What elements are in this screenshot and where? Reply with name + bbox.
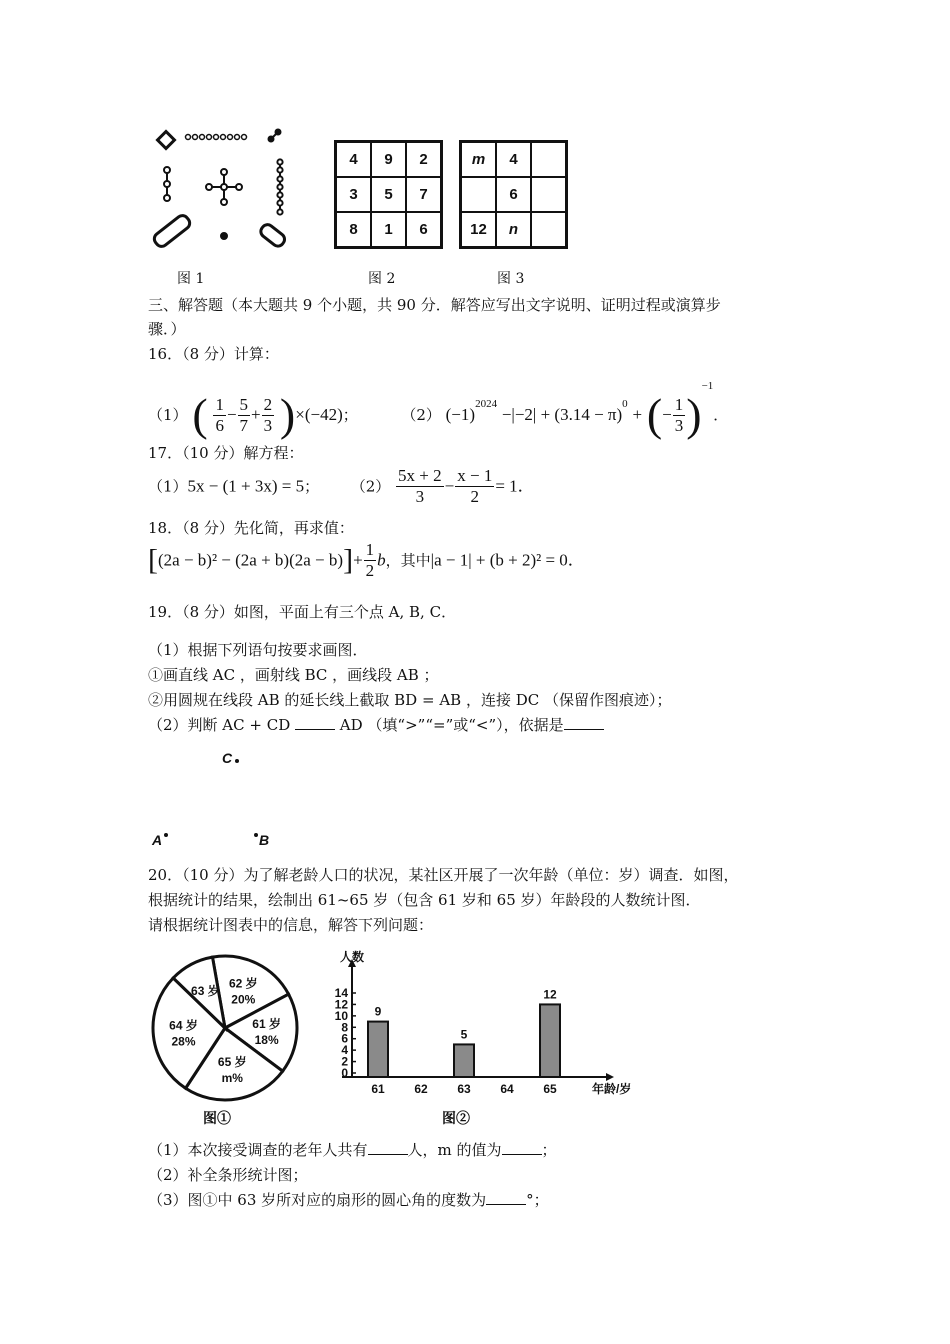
figure-3-magic-square (459, 140, 568, 249)
y-tick-label: 12 (334, 997, 348, 1012)
q19-sub1: （1）根据下列语句按要求画图． (148, 641, 368, 659)
fraction: $\frac{1}{2}$ (365, 540, 375, 580)
grid2-cell: 2 (406, 142, 442, 178)
fraction: $\frac{x - 1}{2}$ (457, 466, 493, 506)
answer-blank[interactable] (564, 715, 604, 730)
y-tick-label: 14 (334, 986, 348, 1000)
y-tick-label: 10 (334, 1008, 348, 1023)
q17-part1-label: （1） (148, 477, 188, 496)
semicolon: ； (342, 406, 358, 424)
fraction: $\frac{1}{6}$ (215, 394, 224, 435)
q19-sub2-b: AD （填“>”“=”或“<”），依据是 (339, 716, 564, 734)
grid2-cell: 3 (336, 177, 372, 212)
grid3-cell: 12 (461, 212, 497, 248)
answer-blank[interactable] (502, 1140, 542, 1155)
q19-sub1-b: ②用圆规在线段 AB 的延长线上截取 BD = AB ，连接 DC （保留作图痕迹）； (148, 691, 672, 709)
pie-chart-caption: 图① (203, 1110, 231, 1126)
q16-stem: 16．（8 分）计算： (148, 345, 279, 363)
y-tick-label: 6 (341, 1031, 348, 1046)
left-paren: ( (646, 389, 663, 440)
left-bracket: [ (148, 543, 158, 577)
bar (540, 1004, 560, 1077)
grid3-cell: n (496, 212, 531, 248)
x-tick-label: 65 (543, 1082, 557, 1096)
y-axis-label: 人数 (340, 950, 365, 964)
q16-expressions: （1） ( $\frac{1}{6}$ − $\frac{5}{7}$ + $\frac{2}{3}$ )×(−42)； （2） $(-1)^{2024} -|-2| + (3.14 - \pi)^0$ + (− $\frac{1}{3}$ )$^{-1}$． (148, 380, 729, 440)
x-tick-label: 61 (371, 1082, 385, 1096)
answer-blank[interactable] (295, 715, 335, 730)
pie-slice-label: 64 岁 (169, 1018, 198, 1033)
fraction: $\frac{1}{3}$ (674, 394, 684, 435)
fraction: $\frac{5}{7}$ (239, 394, 249, 435)
point-b-dot (254, 833, 258, 837)
q20-sub2: （2）补全条形统计图； (148, 1166, 308, 1184)
grid3-cell (531, 142, 567, 178)
q19-sub2-a: （2）判断 AC + CD (148, 716, 291, 734)
figure-2-magic-square (334, 140, 443, 249)
age-pie-chart (140, 948, 310, 1108)
pie-slice-label: 61 岁 (252, 1017, 281, 1032)
grid3-cell: 6 (496, 177, 531, 212)
point-a-label: A (152, 832, 163, 848)
q16-exp-0: 0 (622, 398, 628, 410)
y-tick-label: 2 (341, 1054, 348, 1069)
q19-sub1-a: ①画直线 AC ，画射线 BC ，画线段 AB ； (148, 666, 439, 684)
section-3-heading: 三、解答题（本大题共 9 个小题，共 90 分．解答应写出文字说明、证明过程或演算步 (148, 296, 721, 314)
q18-expression (148, 540, 585, 584)
q16-abs-term: −|−2| + (3.14 − π) (501, 405, 623, 424)
pie-slice-percent: 28% (171, 1034, 196, 1049)
q18-condition: |a − 1| + (b + 2)² = 0． (430, 550, 585, 570)
grid2-cell: 5 (371, 177, 406, 212)
bar (368, 1022, 388, 1077)
q16-exp-2024: 2024 (475, 398, 498, 410)
pie-slice-percent: 20% (231, 992, 256, 1007)
bar (454, 1044, 474, 1077)
pie-slice-label: 62 岁 (228, 976, 258, 991)
grid2-cell: 6 (406, 212, 442, 248)
pie-slice-label: 63 岁 (191, 984, 220, 999)
answer-blank[interactable] (486, 1190, 526, 1205)
q20-sub3 (148, 1190, 549, 1210)
q20-sub1-a: （1）本次接受调查的老年人共有 (148, 1141, 368, 1159)
bar-value-label: 9 (374, 1004, 382, 1019)
y-tick-label: 4 (341, 1043, 348, 1058)
q16-part2-label: （2） (401, 406, 441, 424)
fraction: $\frac{2}{3}$ (263, 394, 273, 435)
q20-sub1 (148, 1140, 557, 1160)
q20-stem-2: 根据统计的结果，绘制出 61~65 岁（包含 61 岁和 65 岁）年龄段的人数统计图． (148, 891, 701, 909)
x-axis-arrow (606, 1073, 614, 1081)
q17-part2-label: （2） (350, 477, 391, 496)
right-paren: ) (686, 389, 702, 440)
pie-slice-label: 65 岁 (217, 1055, 247, 1070)
period: ． (713, 406, 729, 424)
grid2-cell: 7 (406, 177, 442, 212)
grid3-cell: 4 (496, 142, 531, 178)
left-paren: ( (192, 389, 208, 440)
y-tick-label: 8 (341, 1020, 348, 1035)
x-tick-label: 63 (457, 1082, 471, 1096)
q19-sub2 (148, 715, 604, 735)
figure-3-caption: 图 3 (497, 271, 525, 287)
right-paren: ) (279, 389, 296, 440)
q16-mul: ×(−42) (295, 405, 343, 424)
grid2-cell: 8 (336, 212, 372, 248)
pie-slice-percent: m% (221, 1071, 243, 1086)
semicolon: ； (304, 477, 320, 496)
q20-sub1-c: ； (541, 1141, 557, 1159)
q16-part1-label: （1） (148, 406, 188, 424)
bar-value-label: 5 (460, 1027, 468, 1042)
fraction: $\frac{5x + 2}{3}$ (398, 466, 442, 506)
grid3-cell: m (461, 142, 497, 178)
plus-sign: + (353, 550, 363, 570)
grid3-cell (531, 177, 567, 212)
q17-eq2-tail: = 1． (495, 476, 535, 496)
q20-stem: 20．（10 分）为了解老龄人口的状况，某社区开展了一次年龄（单位：岁）调查．如图， (148, 866, 739, 884)
q20-sub3-b: °； (526, 1191, 549, 1209)
point-a-dot (164, 833, 168, 837)
age-bar-chart (322, 945, 632, 1105)
q20-sub3-a: （3）图①中 63 岁所对应的扇形的圆心角的度数为 (148, 1191, 487, 1209)
q17-equations: （1）5x − (1 + 3x) = 5； （2） $\frac{5x + 2}{3}$ − $\frac{x - 1}{2}$ = 1． (148, 466, 535, 506)
q18-b: b (377, 550, 386, 570)
q17-eq1: 5x − (1 + 3x) = 5 (187, 476, 305, 496)
y-tick-label: 0 (341, 1066, 348, 1080)
q20-sub1-b: 人，m 的值为 (407, 1141, 502, 1159)
grid3-cell (531, 212, 567, 248)
point-c-label: C (222, 750, 233, 766)
q16-exp-neg1: −1 (701, 380, 714, 392)
x-axis-label: 年龄/岁 (592, 1082, 632, 1096)
q18-stem: 18．（8 分）先化简，再求值： (148, 519, 354, 537)
x-tick-label: 64 (500, 1082, 514, 1096)
answer-blank[interactable] (368, 1140, 408, 1155)
point-b-label: B (259, 832, 270, 848)
section-3-heading-cont: 骤．） (148, 320, 186, 338)
grid2-cell: 9 (371, 142, 406, 178)
grid3-cell (461, 177, 497, 212)
figure-2-caption: 图 2 (368, 271, 396, 287)
pie-slice-percent: 18% (254, 1033, 279, 1048)
bar-value-label: 12 (543, 987, 557, 1002)
q18-expr: (2a − b)² − (2a + b)(2a − b) (158, 550, 344, 570)
q18-condition-label: ，其中 (385, 551, 431, 570)
figure-1-caption: 图 1 (177, 271, 205, 287)
x-tick-label: 62 (414, 1082, 428, 1096)
q16-neg1: (−1) (445, 405, 476, 424)
point-c-dot (235, 759, 239, 763)
q17-stem: 17．（10 分）解方程： (148, 444, 304, 462)
figure-1-dot-pattern (150, 126, 300, 256)
q19-stem: 19．（8 分）如图，平面上有三个点 A, B, C． (148, 603, 457, 621)
plus-sign: + (632, 405, 643, 424)
right-bracket: ] (343, 543, 354, 577)
grid2-cell: 4 (336, 142, 372, 178)
bar-chart-caption: 图② (442, 1110, 470, 1126)
q20-stem-3: 请根据统计图表中的信息，解答下列问题： (148, 916, 434, 934)
grid2-cell: 1 (371, 212, 406, 248)
